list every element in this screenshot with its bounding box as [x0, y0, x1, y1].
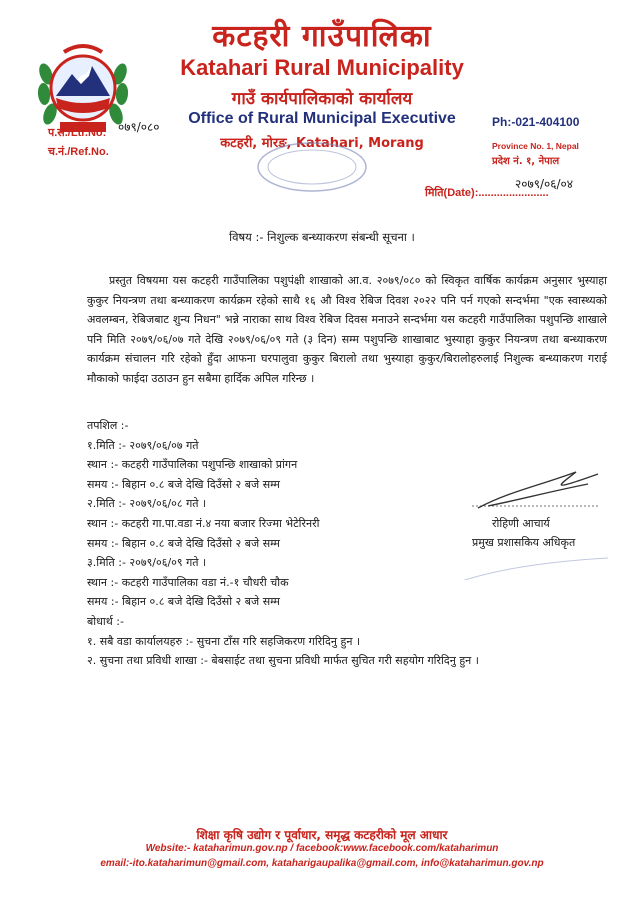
office-name-nepali: गाउँ कार्यपालिकाको कार्यालय	[231, 89, 413, 109]
date-label: मिति(Date):.......................	[425, 187, 549, 199]
schedule-1-place: स्थान :- कटहरी गाउँपालिका पशुपन्छि शाखाको प्रांगन	[87, 458, 298, 472]
schedule-2-date: २.मिति :- २०७९/०६/०८ गते ।	[87, 497, 207, 511]
notice-paragraph: प्रस्तुत विषयमा यस कटहरी गाउँपालिका पशुपंक्षी शाखाको आ.व. २०७९/०८० को स्विकृत वार्षिक कार्यक्रम अनुसार भुस्याहा कुकुर नियन्त्रण तथा बन्ध्याकरण कार्यक्रम रहेको साथै १६ औ विश्व रेबिज दिवश २०२२ पनि पर्न गएको सन्दर्भमा "एक स्वास्थ्यको अवलम्बन, रेबिजबाट शुन्य निधन" भन्ने नाराका साथ विश्व रेबिज दिवस मनाउने सन्दर्भमा यस कटहरी गाउँपालिका पशुपन्छि शाखाले पनि मिति २०७९/०६/०७ गते देखि २०७९/०६/०९ गते (३ दिन) सम्म पशुपन्छि शाखाबाट भुस्याहा कुकुर नियन्त्रण तथा बन्ध्याकरण कार्यक्रम संचालन गरि रहेको हुँदा आफना घरपालुवा कुकुर बिरालो तथा भुस्याहा कुकुर/बिरालोहरुलाई निशुल्क बन्ध्याकरण गराई मौकाको फाईदा उठाउन हुन सबैमा हार्दिक अपिल गरिन्छ ।	[87, 274, 607, 385]
date-value: २०७९/०६/०४	[515, 177, 574, 191]
footer-email: email:-ito.kataharimun@gmail.com, kataharigaupalika@gmail.com, info@kataharimun.gov.np	[100, 858, 544, 869]
schedule-3-time: समय :- बिहान ०.८ बजे देखि दिउँसो २ बजे सम्म	[87, 595, 280, 609]
letter-number-value: ०७९/०८०	[118, 120, 160, 134]
cc-heading: बोधार्थ :-	[87, 614, 124, 628]
municipality-name-nepali: कटहरी गाउँपालिका	[212, 19, 432, 54]
footer-website: Website:- kataharimun.gov.np / facebook:www.facebook.com/kataharimun	[145, 843, 499, 854]
cc-item-1: १. सबै वडा कार्यालयहरु :- सुचना टाँस गरि सहजिकरण गरिदिनु हुन ।	[87, 634, 361, 648]
phone-number: Ph:-021-404100	[492, 115, 580, 129]
province-nepali: प्रदेश नं. १, नेपाल	[492, 156, 560, 167]
reference-number-label: च.नं./Ref.No.	[48, 146, 109, 158]
letter-number-label: प.सं./Ltr.No:	[48, 127, 107, 139]
office-stamp-icon	[254, 140, 370, 194]
office-name-english: Office of Rural Municipal Executive	[188, 110, 456, 127]
schedule-1-time: समय :- बिहान ०.८ बजे देखि दिउँसो २ बजे सम्म	[87, 477, 280, 491]
office-address: कटहरी, मोरङ, Katahari, Morang	[220, 136, 424, 151]
schedule-3-date: ३.मिति :- २०७९/०६/०९ गते ।	[87, 556, 207, 570]
municipality-name-english: Katahari Rural Municipality	[180, 55, 464, 80]
schedule-3-place: स्थान :- कटहरी गाउँपालिका वडा नं.-१ चौधरी चौक	[87, 575, 289, 589]
province-english: Province No. 1, Nepal	[492, 141, 579, 151]
signer-title: प्रमुख प्रशासकिय अधिकृत	[472, 536, 576, 549]
signer-name: रोहिणी आचार्य	[492, 517, 550, 530]
schedule-2-time: समय :- बिहान ०.८ बजे देखि दिउँसो २ बजे सम्म	[87, 536, 280, 550]
cc-item-2: २. सुचना तथा प्रविधी शाखा :- बेबसाईट तथा सुचना प्रविधी मार्फत सुचित गरी सहयोग गरिदिनु हुन ।	[87, 654, 479, 668]
letter-subject: विषय :- निशुल्क बन्ध्याकरण संबन्धी सूचना ।	[229, 230, 415, 244]
schedule-2-place: स्थान :- कटहरी गा.पा.वडा नं.४ नया बजार रिज्मा भेटेरिनरी	[87, 516, 320, 530]
footer-slogan: शिक्षा कृषि उद्योग र पूर्वाधार, समृद्ध कटहरीको मूल आधार	[196, 828, 448, 842]
details-heading: तपशिल :-	[87, 419, 129, 432]
schedule-1-date: १.मिति :- २०७९/०६/०७ गते	[87, 438, 199, 452]
